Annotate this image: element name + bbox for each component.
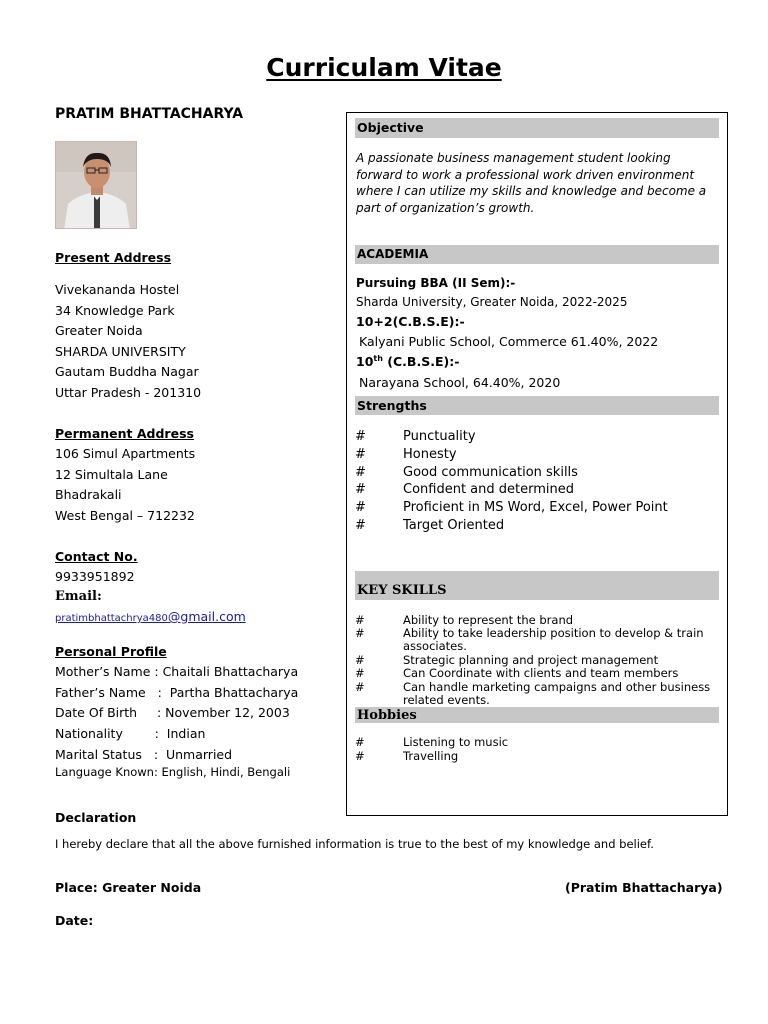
present-address-heading: Present Address	[55, 250, 172, 265]
email-link[interactable]	[55, 606, 246, 625]
key-skill-label: Can Coordinate with clients and team members	[403, 666, 679, 680]
profile-date-of-birth: Date Of Birth : November 12, 2003	[55, 705, 290, 720]
hobby-item	[355, 736, 723, 749]
academia-12th-school: Kalyani Public School	[359, 334, 492, 349]
permanent-address-line: Bhadrakali	[55, 487, 122, 502]
strengths-heading: Strengths	[355, 396, 719, 415]
bullet: #	[355, 613, 365, 627]
bullet: #	[355, 447, 366, 462]
present-address-line: Greater Noida	[55, 323, 143, 338]
bullet: #	[355, 735, 365, 749]
bullet: #	[355, 653, 365, 667]
key-skill-label: Ability to take leadership position to develop & train associates.	[403, 626, 704, 653]
strength-label: Confident and determined	[403, 482, 574, 497]
key-skill-label: Ability to represent the brand	[403, 613, 574, 627]
academia-12th-rest: , Commerce 61.40%, 2022	[491, 334, 659, 349]
academia-10th-title	[356, 354, 459, 369]
place-label: Place: Greater Noida	[55, 880, 202, 895]
hobby-label: Listening to music	[403, 735, 509, 749]
strength-label: Honesty	[403, 447, 457, 462]
permanent-address-line: 12 Simultala Lane	[55, 467, 168, 482]
present-address-line: Uttar Pradesh - 201310	[55, 385, 202, 400]
profile-father-name: Father’s Name : Partha Bhattacharya	[55, 685, 299, 700]
date-label: Date:	[55, 913, 94, 928]
bullet: #	[355, 680, 365, 694]
academia-12th-detail	[359, 334, 658, 349]
phone-number: 9933951892	[55, 569, 135, 584]
bullet: #	[355, 500, 366, 515]
academia-bba-detail: Sharda University, Greater Noida, 2022-2025	[356, 295, 628, 309]
hobbies-heading: Hobbies	[355, 707, 719, 723]
key-skill-item	[355, 627, 723, 653]
academia-10th-rest: (C.B.S.E):-	[382, 354, 460, 370]
bullet: #	[355, 465, 366, 480]
declaration-heading: Declaration	[55, 810, 137, 825]
strength-item	[355, 447, 457, 462]
personal-profile-heading: Personal Profile	[55, 644, 167, 659]
strength-label: Good communication skills	[403, 465, 578, 480]
bullet: #	[355, 482, 366, 497]
profile-mother-name: Mother’s Name : Chaitali Bhattacharya	[55, 664, 299, 679]
objective-text: A passionate business management student looking forward to work a professional work driven environment where I can utilize my skills and knowledge and become a part of organization’s growth.	[356, 151, 707, 215]
academia-bba-title: Pursuing BBA (II Sem):-	[356, 276, 516, 290]
academia-12th-title: 10+2(C.B.S.E):-	[356, 314, 465, 329]
profile-marital-status: Marital Status : Unmarried	[55, 747, 233, 762]
strength-label: Proficient in MS Word, Excel, Power Point	[403, 500, 668, 515]
academia-heading: ACADEMIA	[355, 245, 719, 264]
key-skills-heading: KEY SKILLS	[355, 571, 719, 600]
academia-10th-sup: th	[373, 354, 383, 363]
key-skill-item	[355, 681, 723, 707]
strength-item	[355, 482, 574, 497]
bullet: #	[355, 626, 365, 640]
permanent-address-heading: Permanent Address	[55, 426, 194, 441]
signature-name: (Pratim Bhattacharya)	[565, 880, 723, 895]
key-skill-item	[355, 667, 723, 680]
strength-item	[355, 429, 476, 444]
email-domain: @gmail.com	[167, 609, 246, 624]
profile-photo	[55, 141, 137, 229]
present-address-line: Vivekananda Hostel	[55, 282, 180, 297]
candidate-name: PRATIM BHATTACHARYA	[55, 106, 244, 122]
present-address-line: 34 Knowledge Park	[55, 303, 175, 318]
permanent-address-line: 106 Simul Apartments	[55, 446, 196, 461]
document-title: Curriculam Vitae	[266, 53, 502, 82]
key-skill-label: Can handle marketing campaigns and other business related events.	[403, 680, 711, 707]
strength-label: Target Oriented	[403, 518, 505, 533]
strength-item	[355, 500, 668, 515]
profile-nationality: Nationality : Indian	[55, 726, 206, 741]
declaration-text: I hereby declare that all the above furnished information is true to the best of my knowledge and belief.	[55, 837, 654, 851]
academia-10th-detail: Narayana School, 64.40%, 2020	[359, 375, 561, 390]
strength-item	[355, 465, 578, 480]
objective-heading: Objective	[355, 118, 719, 138]
email-label: Email:	[55, 589, 102, 604]
present-address-line: Gautam Buddha Nagar	[55, 364, 199, 379]
bullet: #	[355, 518, 366, 533]
profile-languages: Language Known: English, Hindi, Bengali	[55, 765, 291, 779]
permanent-address-line: West Bengal – 712232	[55, 508, 195, 523]
hobby-item	[355, 750, 723, 763]
present-address-line: SHARDA UNIVERSITY	[55, 344, 186, 359]
bullet: #	[355, 666, 365, 680]
key-skill-label: Strategic planning and project management	[403, 653, 659, 667]
strength-item	[355, 518, 504, 533]
bullet: #	[355, 749, 365, 763]
contact-heading: Contact No.	[55, 549, 138, 564]
strength-label: Punctuality	[403, 429, 476, 444]
academia-10th-num: 10	[356, 354, 374, 370]
email-user: pratimbhattachrya480	[55, 613, 168, 624]
bullet: #	[355, 429, 366, 444]
hobby-label: Travelling	[403, 749, 459, 763]
